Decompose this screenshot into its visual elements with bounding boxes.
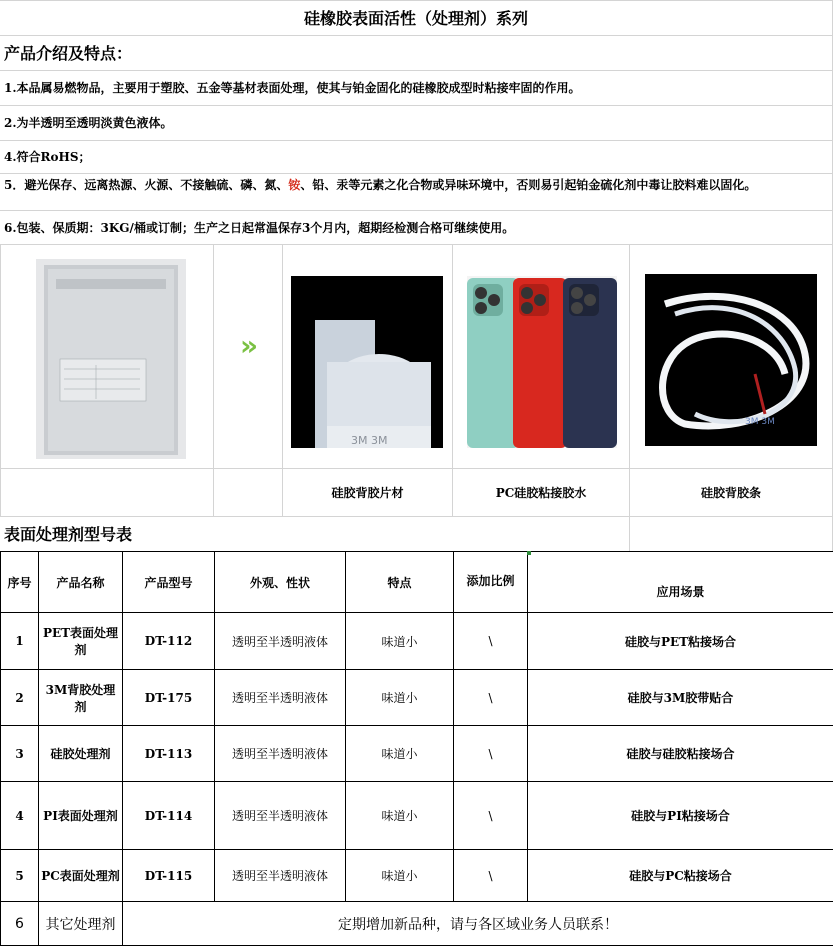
intro-line-2: 2.为半透明至透明淡黄色液体。 bbox=[0, 106, 833, 141]
header-ratio: 添加比例 bbox=[454, 552, 528, 613]
cell-name: PET表面处理剂 bbox=[39, 613, 123, 670]
product-gallery bbox=[0, 245, 833, 517]
cell-ratio: \ bbox=[454, 670, 528, 726]
gallery-cell-strip bbox=[630, 245, 833, 469]
header-application: 应用场景 bbox=[528, 552, 833, 613]
cell-appearance: 透明至半透明液体 bbox=[215, 850, 346, 902]
cell-model: DT-114 bbox=[123, 782, 215, 850]
silicone-strip-image bbox=[645, 274, 817, 446]
page-title: 硅橡胶表面活性（处理剂）系列 bbox=[0, 0, 833, 36]
cell-ratio: \ bbox=[454, 782, 528, 850]
cell-application: 硅胶与3M胶带贴合 bbox=[528, 670, 833, 726]
cell-feature: 味道小 bbox=[346, 850, 454, 902]
cell-appearance: 透明至半透明液体 bbox=[215, 726, 346, 782]
cell-ratio: \ bbox=[454, 726, 528, 782]
intro-line-4-part-b: 、铅、汞等元素之化合物或异味环境中，否则易引起铂金硫化剂中毒让胶料难以固化。 bbox=[300, 178, 757, 192]
table-header-row bbox=[1, 552, 833, 613]
model-heading-spacer bbox=[629, 517, 833, 552]
cell-feature: 味道小 bbox=[346, 726, 454, 782]
intro-line-1: 1.本品属易燃物品，主要用于塑胶、五金等基材表面处理，使其与铂金固化的硅橡胶成型时粘接牢固的作用。 bbox=[0, 71, 833, 106]
cell-appearance: 透明至半透明液体 bbox=[215, 670, 346, 726]
gallery-label-empty-2 bbox=[214, 469, 283, 517]
intro-line-5: 6.包装、保质期：3KG/桶或订制；生产之日起常温保存3个月内，超期经检测合格可继续使用。 bbox=[0, 211, 833, 245]
cell-index: 2 bbox=[1, 670, 39, 726]
cell-application: 硅胶与PC粘接场合 bbox=[528, 850, 833, 902]
cell-index: 6 bbox=[1, 902, 39, 946]
cell-index: 1 bbox=[1, 613, 39, 670]
cell-feature: 味道小 bbox=[346, 670, 454, 726]
cell-index: 4 bbox=[1, 782, 39, 850]
intro-line-4 bbox=[0, 174, 833, 211]
header-model: 产品型号 bbox=[123, 552, 215, 613]
cell-index: 3 bbox=[1, 726, 39, 782]
cell-name: 硅胶处理剂 bbox=[39, 726, 123, 782]
cell-ratio: \ bbox=[454, 613, 528, 670]
intro-line-3: 4.符合RoHS； bbox=[0, 141, 833, 174]
gallery-cell-can bbox=[0, 245, 214, 469]
phone-cases-image bbox=[467, 276, 617, 448]
gallery-label-cases: PC硅胶粘接胶水 bbox=[453, 469, 630, 517]
intro-heading: 产品介绍及特点： bbox=[0, 36, 833, 71]
cell-note: 定期增加新品种，请与各区域业务人员联系！ bbox=[123, 902, 833, 946]
metal-can-image bbox=[36, 259, 186, 459]
table-row bbox=[1, 726, 833, 782]
cell-appearance: 透明至半透明液体 bbox=[215, 782, 346, 850]
cell-model: DT-113 bbox=[123, 726, 215, 782]
cell-application: 硅胶与PET粘接场合 bbox=[528, 613, 833, 670]
cell-feature: 味道小 bbox=[346, 613, 454, 670]
svg-text:3M 3M: 3M 3M bbox=[745, 417, 775, 427]
gallery-cell-cases bbox=[453, 245, 630, 469]
cell-name: PI表面处理剂 bbox=[39, 782, 123, 850]
svg-text:3M 3M: 3M 3M bbox=[351, 434, 388, 447]
cell-index: 5 bbox=[1, 850, 39, 902]
cell-model: DT-112 bbox=[123, 613, 215, 670]
header-appearance: 外观、性状 bbox=[215, 552, 346, 613]
header-name: 产品名称 bbox=[39, 552, 123, 613]
table-row bbox=[1, 613, 833, 670]
table-row-other bbox=[1, 902, 833, 946]
cell-application: 硅胶与硅胶粘接场合 bbox=[528, 726, 833, 782]
gallery-cell-arrow bbox=[214, 245, 283, 469]
cell-feature: 味道小 bbox=[346, 782, 454, 850]
cell-model: DT-115 bbox=[123, 850, 215, 902]
chevron-right-icon: » bbox=[240, 329, 259, 362]
gallery-label-sheet: 硅胶背胶片材 bbox=[283, 469, 453, 517]
cell-name: PC表面处理剂 bbox=[39, 850, 123, 902]
model-table-heading: 表面处理剂型号表 bbox=[4, 525, 133, 544]
gallery-label-empty-1 bbox=[0, 469, 214, 517]
table-row bbox=[1, 670, 833, 726]
cell-appearance: 透明至半透明液体 bbox=[215, 613, 346, 670]
gallery-cell-sheet bbox=[283, 245, 453, 469]
model-table bbox=[0, 551, 833, 946]
cell-ratio: \ bbox=[454, 850, 528, 902]
gallery-label-strip: 硅胶背胶条 bbox=[630, 469, 833, 517]
cell-name: 3M背胶处理剂 bbox=[39, 670, 123, 726]
intro-line-4-part-a: 5．避光保存、远离热源、火源、不接触硫、磷、氮、 bbox=[4, 178, 289, 192]
cell-name: 其它处理剂 bbox=[39, 902, 123, 946]
silicone-sheet-roll-image bbox=[291, 276, 443, 448]
header-feature: 特点 bbox=[346, 552, 454, 613]
table-row bbox=[1, 782, 833, 850]
intro-line-4-highlight: 铵 bbox=[288, 178, 301, 192]
cell-application: 硅胶与PI粘接场合 bbox=[528, 782, 833, 850]
cell-corner-marker bbox=[527, 551, 531, 555]
table-row bbox=[1, 850, 833, 902]
header-index: 序号 bbox=[1, 552, 39, 613]
cell-model: DT-175 bbox=[123, 670, 215, 726]
